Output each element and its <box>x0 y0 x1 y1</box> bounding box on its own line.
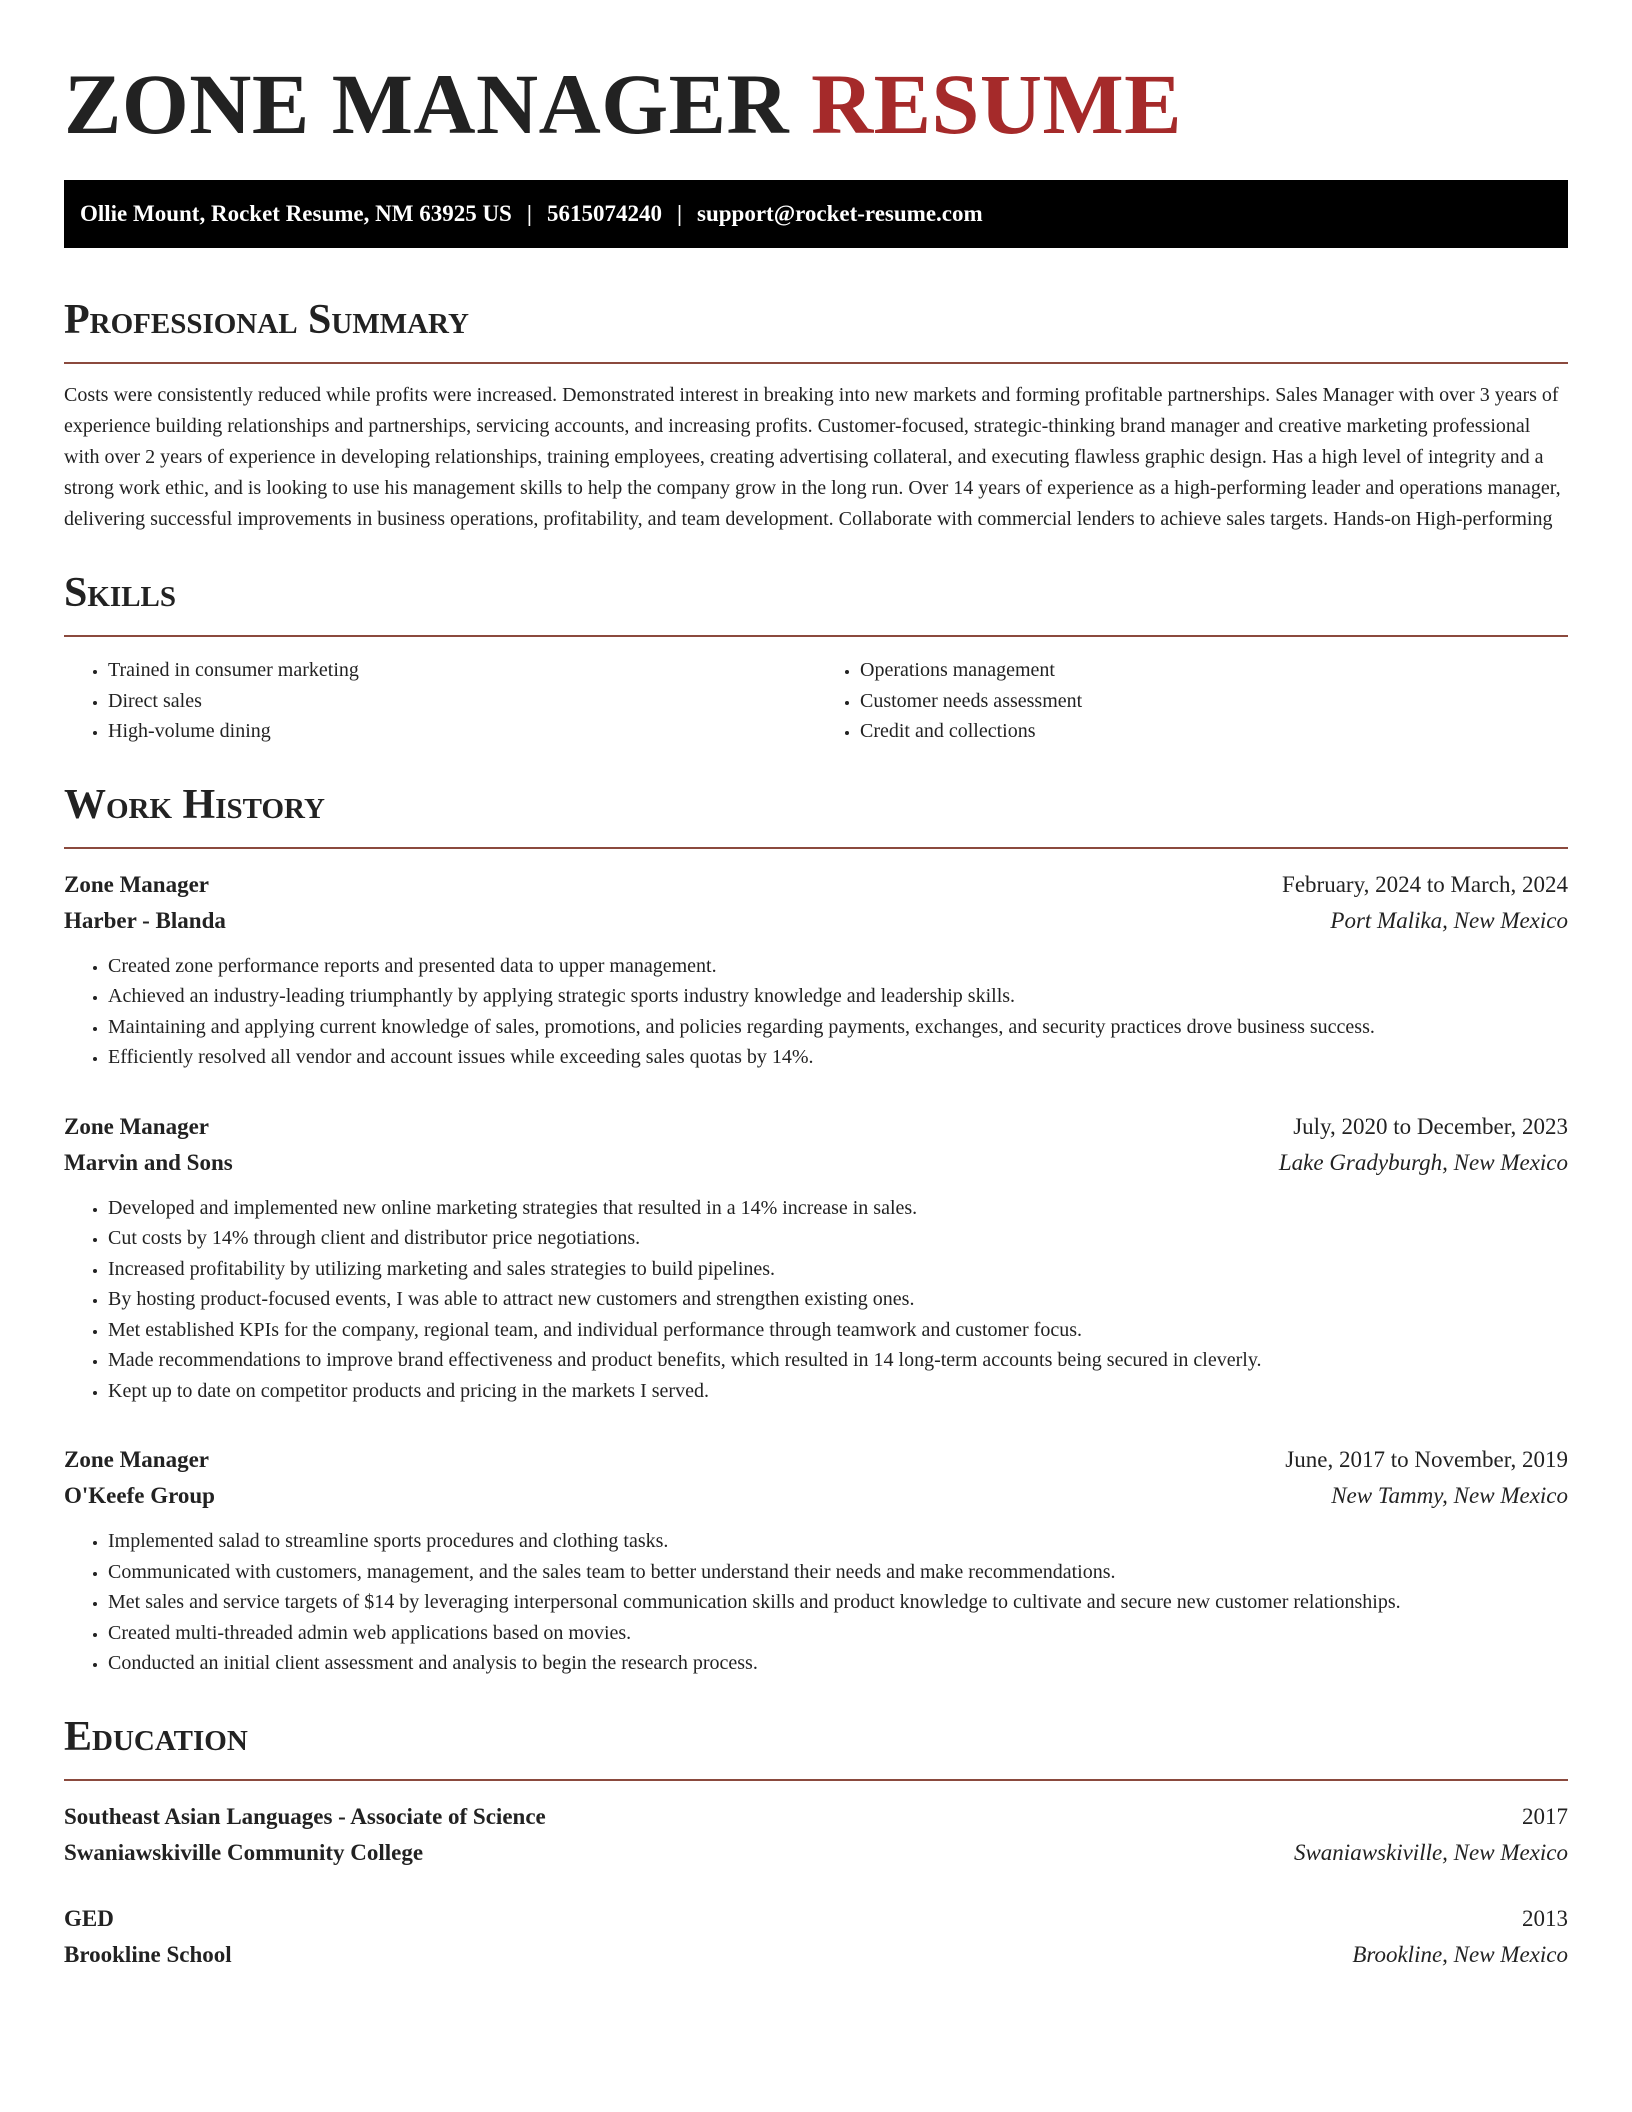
skills-heading: Skills <box>64 570 177 616</box>
education-degree: Southeast Asian Languages - Associate of Science <box>64 1803 546 1829</box>
work-heading: Work History <box>64 781 325 828</box>
job-dates: February, 2024 to March, 2024 <box>1282 871 1568 897</box>
contact-separator: | <box>526 201 532 226</box>
job-company: O'Keefe Group <box>64 1483 215 1508</box>
job-location: Port Malika, New Mexico <box>1330 907 1568 933</box>
contact-address: Ollie Mount, Rocket Resume, NM 63925 US <box>80 201 512 226</box>
job-title: Zone Manager <box>64 1447 210 1472</box>
section-divider <box>64 362 1568 364</box>
resume-title <box>64 44 1568 164</box>
skill-item: • Customer needs assessment <box>860 686 1568 717</box>
skills-column-right <box>816 655 1568 747</box>
education-entry <box>64 1901 1568 1973</box>
skills-list <box>64 655 1568 747</box>
job-location: New Tammy, New Mexico <box>1331 1483 1568 1508</box>
section-divider <box>64 635 1568 637</box>
job-entry <box>64 1109 1568 1407</box>
job-bullet: • Implemented salad to streamline sports procedures and clothing tasks. <box>108 1526 1568 1557</box>
job-title: Zone Manager <box>64 1113 210 1139</box>
job-bullet: • Met established KPIs for the company, regional team, and individual performance through teamwork and customer focus. <box>108 1315 1568 1346</box>
summary-text: Costs were consistently reduced while profits were increased. Demonstrated interest in breaking into new markets and forming profitable partnerships. Sales Manager with over 3 years of experience building relationships and partnerships, servicing accounts, and increasing profits. Customer-focused, strategic-thinking brand manager and creative marketing professional with over 2 years of experience in developing relationships, training employees, creating advertising collateral, and executing flawless graphic design. Has a high level of integrity and a strong work ethic, and is looking to use his management skills to help the company grow in the long run. Over 14 years of experience as a high-performing leader and operations manager, delivering successful improvements in business operations, profitability, and team development. Collaborate with commercial lenders to achieve sales targets. Hands-on High-performing <box>64 384 1561 530</box>
education-entry <box>64 1799 1568 1871</box>
job-bullets <box>64 951 1568 1073</box>
skill-item: • High-volume dining <box>108 716 816 747</box>
job-bullet: • Cut costs by 14% through client and distributor price negotiations. <box>108 1223 1568 1254</box>
education-location: Brookline, New Mexico <box>1352 1941 1568 1967</box>
job-title: Zone Manager <box>64 871 210 897</box>
job-company: Marvin and Sons <box>64 1149 233 1175</box>
job-bullet: • Made recommendations to improve brand effectiveness and product benefits, which resulted in 14 long-term accounts being secured in cleverly. <box>108 1345 1568 1376</box>
skill-item: • Trained in consumer marketing <box>108 655 816 686</box>
job-entry <box>64 867 1568 1073</box>
title-main: ZONE MANAGER <box>64 56 790 152</box>
education-school: Brookline School <box>64 1941 232 1967</box>
section-divider <box>64 1779 1568 1781</box>
job-bullet: • Achieved an industry-leading triumphantly by applying strategic sports industry knowledge and leadership skills. <box>108 981 1568 1012</box>
job-bullet: • Communicated with customers, management, and the sales team to better understand their needs and make recommendations. <box>108 1557 1568 1588</box>
job-bullet: • Kept up to date on competitor products and pricing in the markets I served. <box>108 1376 1568 1407</box>
job-bullet: • Developed and implemented new online marketing strategies that resulted in a 14% increase in sales. <box>108 1193 1568 1224</box>
skill-item: • Operations management <box>860 655 1568 686</box>
title-accent: RESUME <box>811 56 1183 152</box>
job-bullet: • Efficiently resolved all vendor and account issues while exceeding sales quotas by 14%. <box>108 1042 1568 1073</box>
job-entry <box>64 1442 1568 1679</box>
education-year: 2013 <box>1522 1905 1568 1931</box>
job-bullet: • Created multi-threaded admin web applications based on movies. <box>108 1618 1568 1649</box>
education-year: 2017 <box>1522 1803 1568 1829</box>
skill-item: • Credit and collections <box>860 716 1568 747</box>
job-dates: July, 2020 to December, 2023 <box>1293 1113 1568 1139</box>
skill-item: • Direct sales <box>108 686 816 717</box>
job-bullet: • Increased profitability by utilizing marketing and sales strategies to build pipelines. <box>108 1254 1568 1285</box>
job-bullets <box>64 1526 1568 1679</box>
job-bullet: • Met sales and service targets of $14 by leveraging interpersonal communication skills and product knowledge to cultivate and secure new customer relationships. <box>108 1587 1568 1618</box>
job-company: Harber - Blanda <box>64 907 226 933</box>
job-bullet: • Created zone performance reports and presented data to upper management. <box>108 951 1568 982</box>
job-location: Lake Gradyburgh, New Mexico <box>1278 1149 1568 1175</box>
education-school: Swaniawskiville Community College <box>64 1839 424 1865</box>
contact-bar <box>64 180 1568 248</box>
contact-phone: 5615074240 <box>546 201 662 226</box>
job-bullets <box>64 1193 1568 1407</box>
job-dates: June, 2017 to November, 2019 <box>1285 1447 1568 1472</box>
education-degree: GED <box>64 1905 114 1931</box>
education-heading: Education <box>64 1713 248 1760</box>
job-bullet: • Maintaining and applying current knowledge of sales, promotions, and policies regarding payments, exchanges, and security practices drove business success. <box>108 1012 1568 1043</box>
job-bullet: • By hosting product-focused events, I was able to attract new customers and strengthen existing ones. <box>108 1284 1568 1315</box>
contact-separator: | <box>676 201 683 226</box>
job-bullet: • Conducted an initial client assessment and analysis to begin the research process. <box>108 1648 1568 1679</box>
contact-email: support@rocket-resume.com <box>697 201 983 226</box>
section-divider <box>64 847 1568 849</box>
education-location: Swaniawskiville, New Mexico <box>1293 1839 1568 1865</box>
skills-column-left <box>64 655 816 747</box>
summary-heading: Professional Summary <box>64 297 469 343</box>
